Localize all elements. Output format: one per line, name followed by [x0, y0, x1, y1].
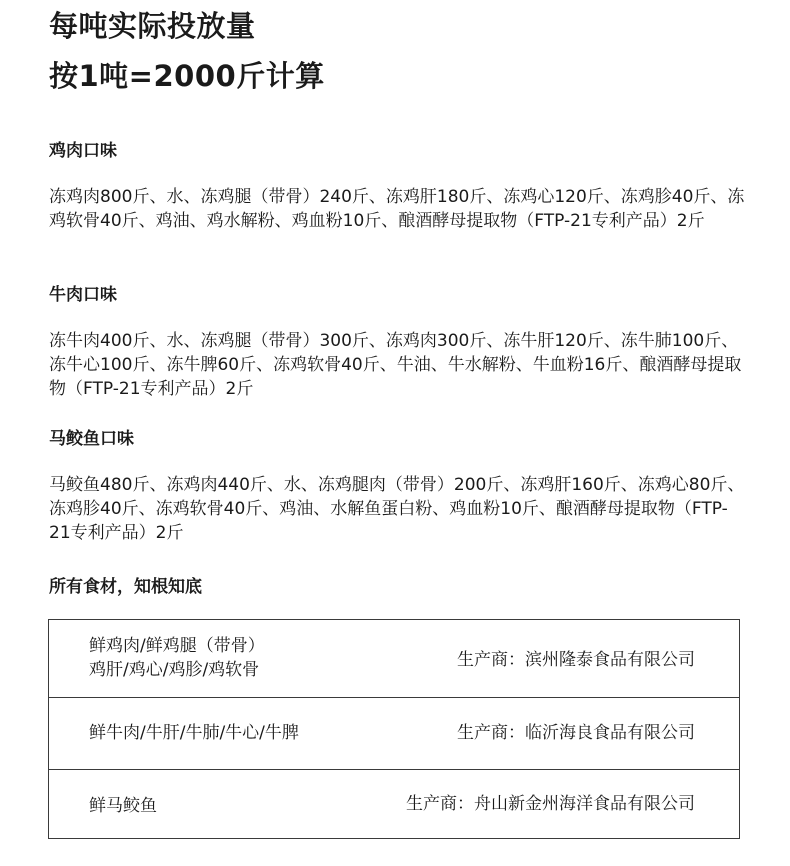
maker-cell: 生产商：滨州隆泰食品有限公司 [457, 650, 695, 670]
table-row [49, 698, 739, 770]
table-row [49, 620, 739, 698]
ingredients-heading: 所有食材，知根知底 [49, 577, 202, 597]
section-mackerel [49, 427, 749, 545]
table-row [49, 770, 739, 840]
page-subtitle: 按1吨=2000斤计算 [49, 59, 325, 93]
section-heading: 鸡肉口味 [49, 141, 117, 161]
section-chicken [49, 139, 749, 233]
material-cell [89, 721, 299, 745]
material-line: 鲜鸡肉/鲜鸡腿（带骨） [89, 636, 265, 656]
material-cell [89, 794, 157, 818]
material-line: 鲜马鲛鱼 [89, 796, 157, 816]
section-beef [49, 283, 749, 401]
section-heading: 马鲛鱼口味 [49, 429, 134, 449]
title-block [49, 4, 325, 98]
material-line: 鲜牛肉/牛肝/牛肺/牛心/牛脾 [89, 723, 299, 743]
maker-cell: 生产商：临沂海良食品有限公司 [457, 723, 695, 743]
section-body: 冻鸡肉800斤、水、冻鸡腿（带骨）240斤、冻鸡肝180斤、冻鸡心120斤、冻鸡胗40斤、冻鸡软骨40斤、鸡油、鸡水解粉、鸡血粉10斤、酿酒酵母提取物（FTP-21专利产品）2斤 [49, 187, 745, 231]
supplier-table [48, 619, 740, 839]
section-body: 冻牛肉400斤、水、冻鸡腿（带骨）300斤、冻鸡肉300斤、冻牛肝120斤、冻牛肺100斤、冻牛心100斤、冻牛脾60斤、冻鸡软骨40斤、牛油、牛水解粉、牛血粉16斤、酿酒酵母提取物（FTP-21专利产品）2斤 [49, 331, 742, 399]
material-cell [89, 634, 265, 682]
page-title: 每吨实际投放量 [49, 9, 256, 43]
maker-cell: 生产商：舟山新金州海洋食品有限公司 [406, 794, 695, 814]
section-body: 马鲛鱼480斤、冻鸡肉440斤、水、冻鸡腿肉（带骨）200斤、冻鸡肝160斤、冻鸡心80斤、冻鸡胗40斤、冻鸡软骨40斤、鸡油、水解鱼蛋白粉、鸡血粉10斤、酿酒酵母提取物（FTP-21专利产品）2斤 [49, 475, 745, 543]
section-heading: 牛肉口味 [49, 285, 117, 305]
material-line: 鸡肝/鸡心/鸡胗/鸡软骨 [89, 660, 260, 680]
